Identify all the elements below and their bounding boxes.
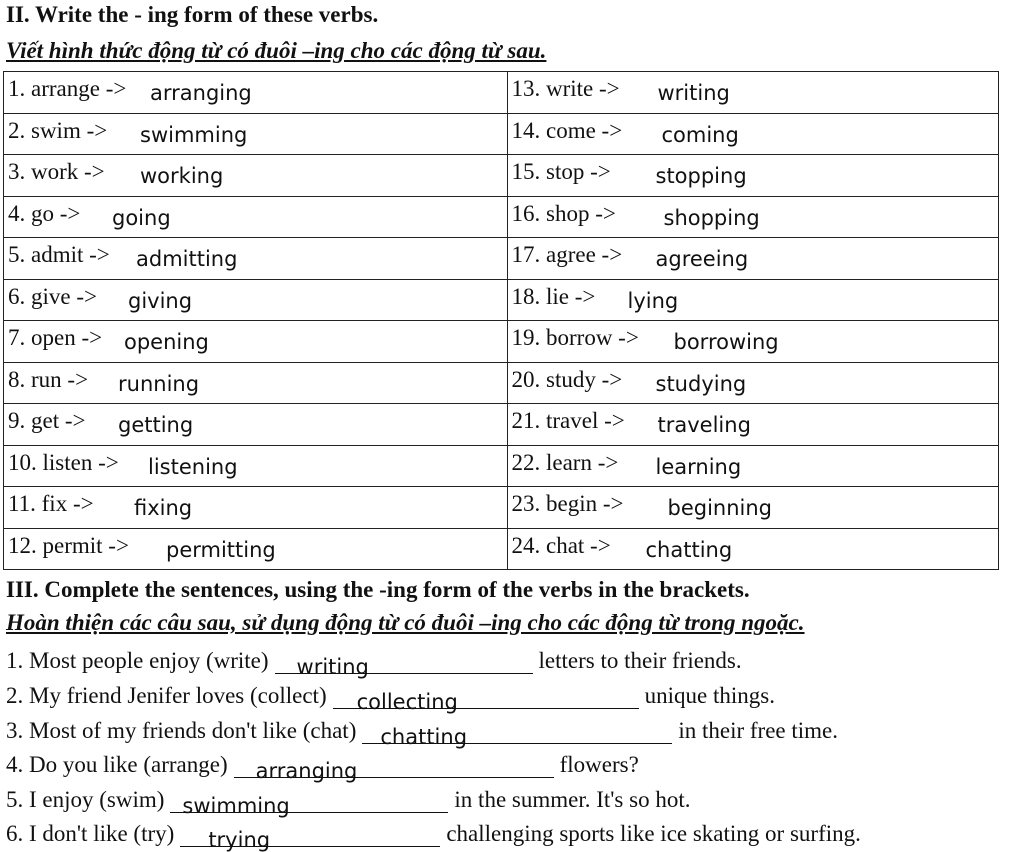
verb-cell	[507, 404, 999, 446]
answer-text: chatting	[380, 725, 468, 749]
verb-cell	[4, 72, 508, 114]
verb-answer: lying	[627, 288, 679, 313]
verb-prompt: 10. listen ->	[8, 449, 119, 475]
answer-blank[interactable]	[275, 645, 533, 679]
verb-prompt: 14. come ->	[511, 117, 623, 143]
sentence-3	[6, 715, 839, 749]
verb-cell	[507, 445, 999, 487]
verb-answer: permitting	[166, 537, 276, 562]
verb-cell	[507, 72, 999, 114]
verb-table-row	[4, 279, 999, 321]
verb-cell	[507, 528, 999, 570]
verb-cell	[4, 279, 508, 321]
verb-prompt: 1. arrange ->	[8, 76, 127, 101]
verb-table-row	[4, 321, 999, 363]
verb-cell	[507, 279, 999, 321]
answer-blank[interactable]	[234, 749, 554, 783]
answer-text: arranging	[255, 759, 358, 783]
verb-answer: listening	[148, 454, 238, 479]
answer-blank[interactable]	[362, 715, 672, 749]
verb-cell	[507, 487, 999, 529]
verb-table-row	[4, 487, 999, 529]
verb-cell	[4, 528, 508, 570]
verb-prompt: 21. travel ->	[511, 408, 625, 433]
verb-prompt: 20. study ->	[511, 366, 623, 392]
verb-answer: giving	[128, 288, 193, 313]
verb-answer: working	[140, 164, 224, 188]
sentence-6	[6, 818, 861, 852]
sentence-suffix: unique things.	[644, 683, 775, 708]
sentence-2	[6, 680, 775, 714]
verb-cell	[4, 155, 508, 197]
verb-answer: borrowing	[673, 330, 779, 354]
verb-cell	[4, 196, 508, 238]
verb-prompt: 23. begin ->	[511, 491, 624, 516]
verb-answer: running	[118, 371, 200, 396]
verb-cell	[4, 238, 508, 280]
sentence-prefix: 2. My friend Jenifer loves (collect)	[6, 683, 327, 708]
answer-text: writing	[296, 655, 369, 679]
answer-text: swimming	[182, 794, 290, 818]
sentence-suffix: in the summer. It's so hot.	[454, 787, 691, 812]
verb-answer: learning	[655, 454, 742, 479]
verb-table-row	[4, 528, 999, 570]
verb-answer: traveling	[657, 413, 751, 437]
verb-cell	[507, 155, 999, 197]
verb-answer: admitting	[136, 247, 238, 271]
verb-table-row	[4, 362, 999, 404]
verb-cell	[4, 113, 508, 155]
answer-blank[interactable]	[333, 680, 639, 714]
verb-prompt: 12. permit ->	[8, 532, 129, 558]
verb-prompt: 18. lie ->	[511, 283, 596, 309]
verb-table-row	[4, 445, 999, 487]
verb-cell	[507, 113, 999, 155]
verb-cell	[4, 445, 508, 487]
answer-blank[interactable]	[170, 784, 448, 818]
sentence-5	[6, 784, 691, 818]
sentence-prefix: 6. I don't like (try)	[6, 821, 175, 846]
verb-prompt: 6. give ->	[8, 283, 97, 309]
verb-prompt: 5. admit ->	[8, 242, 110, 267]
verb-answer: studying	[655, 371, 747, 396]
sentence-prefix: 5. I enjoy (swim)	[6, 787, 165, 812]
verb-answer: getting	[118, 413, 194, 437]
verb-prompt: 16. shop ->	[511, 200, 616, 226]
verb-prompt: 13. write ->	[511, 76, 620, 101]
verb-cell	[507, 196, 999, 238]
verb-cell	[507, 321, 999, 363]
verb-table	[3, 71, 999, 570]
sentence-prefix: 4. Do you like (arrange)	[6, 752, 228, 777]
answer-text: trying	[208, 828, 271, 852]
verb-answer: coming	[661, 122, 739, 147]
verb-table-row	[4, 113, 999, 155]
verb-answer: going	[112, 205, 171, 230]
sentence-prefix: 3. Most of my friends don't like (chat)	[6, 718, 357, 743]
verb-prompt: 4. go ->	[8, 200, 81, 226]
verb-prompt: 9. get ->	[8, 408, 86, 433]
verb-prompt: 22. learn ->	[511, 449, 619, 475]
sentence-prefix: 1. Most people enjoy (write)	[6, 648, 269, 673]
verb-answer: agreeing	[655, 247, 749, 271]
verb-answer: arranging	[150, 81, 252, 105]
verb-table-row	[4, 404, 999, 446]
verb-prompt: 15. stop ->	[511, 159, 611, 184]
verb-cell	[507, 238, 999, 280]
sentence-suffix: in their free time.	[678, 718, 839, 743]
verb-table-row	[4, 238, 999, 280]
section-2-heading: II. Write the - ing form of these verbs.	[6, 2, 379, 27]
verb-answer: chatting	[645, 537, 733, 562]
verb-table-row	[4, 196, 999, 238]
verb-cell	[4, 404, 508, 446]
answer-text: collecting	[356, 690, 458, 714]
section-2-subheading: Viết hình thức động từ có đuôi –ing cho các động từ sau.	[6, 38, 547, 63]
verb-answer: stopping	[655, 164, 747, 188]
verb-cell	[507, 362, 999, 404]
sentence-suffix: flowers?	[559, 752, 639, 777]
verb-prompt: 2. swim ->	[8, 117, 108, 143]
verb-cell	[4, 487, 508, 529]
verb-cell	[4, 321, 508, 363]
verb-answer: fixing	[134, 496, 193, 520]
answer-blank[interactable]	[180, 818, 440, 852]
verb-prompt: 19. borrow ->	[511, 325, 639, 350]
verb-prompt: 24. chat ->	[511, 532, 611, 558]
section-3-heading: III. Complete the sentences, using the -ing form of the verbs in the brackets.	[6, 577, 750, 602]
verb-answer: opening	[124, 330, 209, 354]
verb-answer: swimming	[140, 122, 248, 147]
verb-prompt: 3. work ->	[8, 159, 105, 184]
verb-prompt: 7. open ->	[8, 325, 103, 350]
verb-table-row	[4, 72, 999, 114]
sentence-1	[6, 645, 742, 679]
verb-table-row	[4, 155, 999, 197]
sentence-suffix: challenging sports like ice skating or surfing.	[446, 821, 861, 846]
section-3-subheading: Hoàn thiện các câu sau, sử dụng động từ có đuôi –ing cho các động từ trong ngoặc.	[6, 610, 805, 635]
verb-answer: beginning	[667, 496, 773, 520]
verb-cell	[4, 362, 508, 404]
verb-answer: shopping	[663, 205, 760, 230]
verb-prompt: 17. agree ->	[511, 242, 623, 267]
verb-prompt: 8. run ->	[8, 366, 89, 392]
verb-answer: writing	[657, 81, 730, 105]
verb-prompt: 11. fix ->	[8, 491, 94, 516]
sentence-4	[6, 749, 639, 783]
sentence-suffix: letters to their friends.	[538, 648, 742, 673]
